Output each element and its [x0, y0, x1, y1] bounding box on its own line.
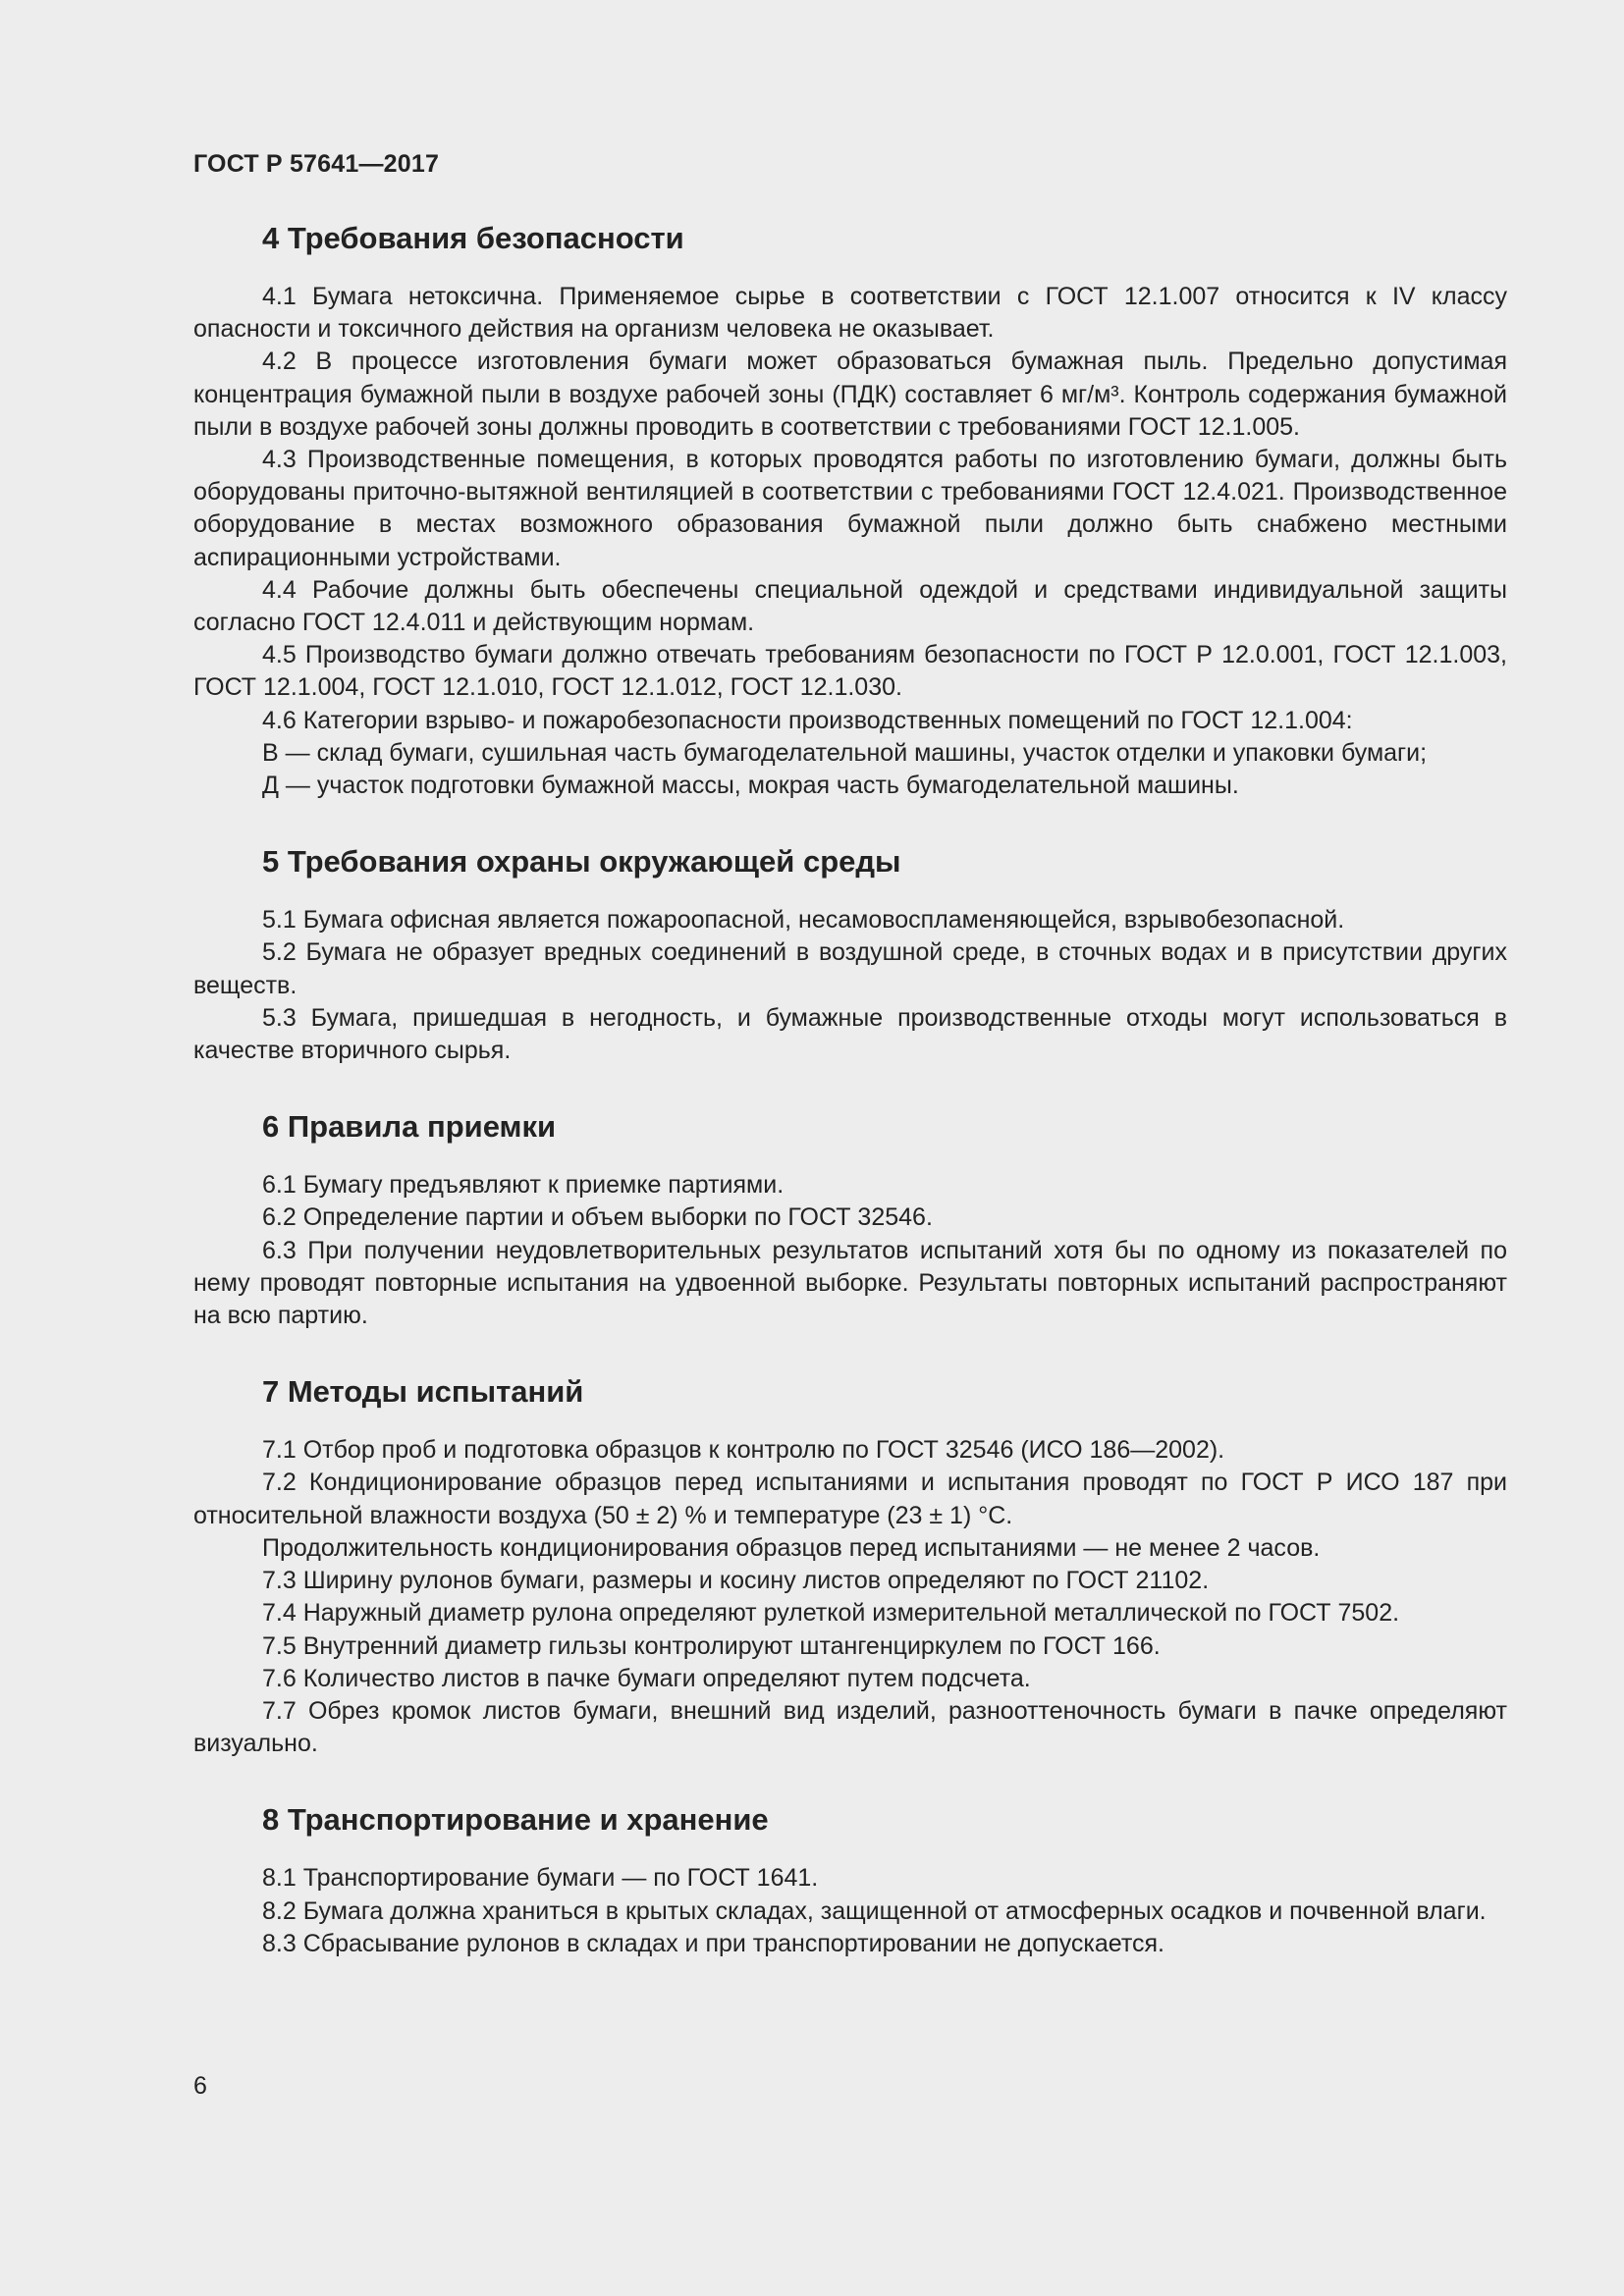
- section-6: [193, 1106, 1507, 1332]
- paragraph: 8.2 Бумага должна храниться в крытых складах, защищенной от атмосферных осадков и почвенной влаги.: [262, 1896, 1487, 1925]
- paragraph: Д — участок подготовки бумажной массы, мокрая часть бумагоделательной машины.: [262, 772, 1239, 800]
- paragraph: 7.7 Обрез кромок листов бумаги, внешний вид изделий, разнооттеночность бумаги в пачке определяют визуально.: [193, 1696, 1507, 1758]
- section-title: 8 Транспортирование и хранение: [262, 1802, 769, 1838]
- paragraph: 7.3 Ширину рулонов бумаги, размеры и косину листов определяют по ГОСТ 21102.: [262, 1567, 1210, 1595]
- paragraph: 4.4 Рабочие должны быть обеспечены специальной одеждой и средствами индивидуальной защиты согласно ГОСТ 12.4.011 и действующим нормам.: [193, 575, 1507, 637]
- section-7: [193, 1371, 1507, 1760]
- paragraph: 4.1 Бумага нетоксична. Применяемое сырье в соответствии с ГОСТ 12.1.007 относится к IV классу опасности и токсичного действия на организм человека не оказывает.: [193, 283, 1507, 344]
- paragraph: 4.3 Производственные помещения, в которых проводятся работы по изготовлению бумаги, должны быть оборудованы приточно-вытяжной вентиляцией в соответствии с требованиями ГОСТ 12.4.021. Производственное оборудование в местах возможного образования бумажной пыли должно быть снабжено местными аспирационными устройствами.: [193, 446, 1507, 571]
- section-title: 5 Требования охраны окружающей среды: [262, 844, 901, 880]
- paragraph: 4.6 Категории взрыво- и пожаробезопасности производственных помещений по ГОСТ 12.1.004:: [262, 706, 1353, 734]
- section-title: 7 Методы испытаний: [262, 1374, 584, 1410]
- paragraph: 7.5 Внутренний диаметр гильзы контролируют штангенциркулем по ГОСТ 166.: [262, 1631, 1161, 1660]
- paragraph: 6.1 Бумагу предъявляют к приемке партиями.: [262, 1171, 785, 1200]
- page-number: 6: [193, 2072, 207, 2100]
- paragraph: 7.1 Отбор проб и подготовка образцов к контролю по ГОСТ 32546 (ИСО 186—2002).: [262, 1436, 1225, 1465]
- paragraph: 7.4 Наружный диаметр рулона определяют рулеткой измерительной металлической по ГОСТ 7502.: [262, 1599, 1400, 1628]
- document-header: ГОСТ Р 57641—2017: [193, 150, 440, 178]
- section-title: 4 Требования безопасности: [262, 221, 684, 255]
- section-4: [193, 218, 1507, 802]
- paragraph: 7.6 Количество листов в пачке бумаги определяют путем подсчета.: [262, 1664, 1031, 1692]
- section-title: 6 Правила приемки: [262, 1109, 557, 1145]
- section-8: [193, 1799, 1507, 1960]
- paragraph: 8.3 Сбрасывание рулонов в складах и при транспортировании не допускается.: [262, 1929, 1164, 1957]
- paragraph: 8.1 Транспортирование бумаги — по ГОСТ 1641.: [262, 1864, 819, 1893]
- document-page: [193, 147, 1507, 2000]
- paragraph: Продолжительность кондиционирования образцов перед испытаниями — не менее 2 часов.: [262, 1533, 1321, 1562]
- paragraph: 5.1 Бумага офисная является пожароопасной, несамовоспламеняющейся, взрывобезопасной.: [262, 906, 1345, 934]
- paragraph: 5.2 Бумага не образует вредных соединений в воздушной среде, в сточных водах и в присутствии других веществ.: [193, 938, 1507, 999]
- paragraph: В — склад бумаги, сушильная часть бумагоделательной машины, участок отделки и упаковки бумаги;: [262, 738, 1428, 767]
- paragraph: 6.2 Определение партии и объем выборки по ГОСТ 32546.: [262, 1203, 933, 1232]
- section-5: [193, 841, 1507, 1067]
- paragraph: 5.3 Бумага, пришедшая в негодность, и бумажные производственные отходы могут использоваться в качестве вторичного сырья.: [193, 1003, 1507, 1065]
- paragraph: 7.2 Кондиционирование образцов перед испытаниями и испытания проводят по ГОСТ Р ИСО 187 при относительной влажности воздуха (50 ± 2) % и температуре (23 ± 1) °С.: [193, 1468, 1507, 1529]
- paragraph: 4.5 Производство бумаги должно отвечать требованиям безопасности по ГОСТ Р 12.0.001, ГОСТ 12.1.003, ГОСТ 12.1.004, ГОСТ 12.1.010, ГОСТ 12.1.012, ГОСТ 12.1.030.: [193, 641, 1507, 702]
- paragraph: 6.3 При получении неудовлетворительных результатов испытаний хотя бы по одному из показателей по нему проводят повторные испытания на удвоенной выборке. Результаты повторных испытаний распространяют на всю партию.: [193, 1236, 1507, 1330]
- paragraph: 4.2 В процессе изготовления бумаги может образоваться бумажная пыль. Предельно допустимая концентрация бумажной пыли в воздухе рабочей зоны (ПДК) составляет 6 мг/м³. Контроль содержания бумажной пыли в воздухе рабочей зоны должны проводить в соответствии с требованиями ГОСТ 12.1.005.: [193, 347, 1507, 441]
